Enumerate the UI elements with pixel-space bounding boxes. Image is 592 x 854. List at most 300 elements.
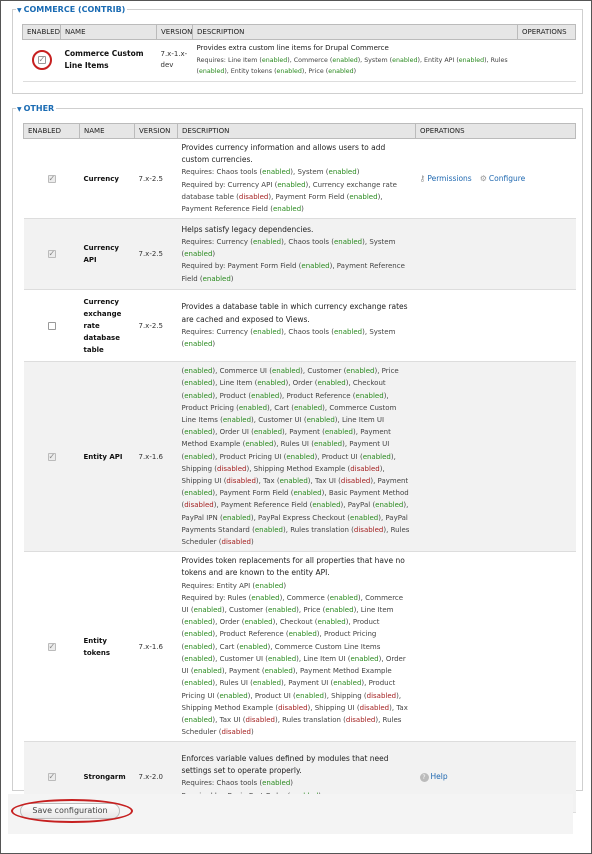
dep-status: disabled	[340, 477, 371, 486]
fieldset-commerce-contrib	[12, 5, 583, 94]
dep-paren: (	[285, 630, 289, 639]
dep-paren: )	[321, 489, 325, 498]
dep-paren: )	[285, 379, 289, 388]
enabled-cell	[24, 362, 80, 552]
dep-name: Product Pricing UI	[219, 452, 284, 461]
dep-paren: (	[325, 68, 329, 75]
dep-paren: (	[223, 477, 227, 486]
table-row	[24, 552, 576, 742]
dep-paren: )	[390, 452, 394, 461]
dep-paren: )	[292, 667, 296, 676]
dep-paren: )	[345, 618, 349, 627]
dep-paren: (	[283, 452, 287, 461]
dep-paren: (	[236, 642, 240, 651]
header-version: VERSION	[135, 124, 178, 139]
dep-paren: )	[378, 654, 382, 663]
dep-name: Product	[219, 391, 249, 400]
dep-paren: )	[212, 642, 216, 651]
dep-paren: )	[361, 679, 365, 688]
dep-label: Required by:	[181, 180, 228, 189]
dep-status: enabled	[362, 452, 391, 461]
enable-checkbox	[48, 250, 56, 258]
dep-sep: ,	[380, 192, 383, 201]
fieldset-legend-other[interactable]: ▼ OTHER	[16, 103, 56, 116]
dep-label: Required by:	[181, 262, 228, 271]
dep-paren: )	[267, 403, 270, 412]
dep-name: System	[297, 168, 326, 177]
dep-paren: )	[307, 477, 311, 486]
dep-name: Currency	[216, 237, 251, 246]
dep-status: enabled	[251, 391, 280, 400]
dep-paren: (	[236, 403, 239, 412]
dep-status: enabled	[288, 630, 317, 639]
dep-name: System	[369, 327, 396, 336]
dep-sep: ,	[377, 367, 382, 376]
dep-status: enabled	[375, 501, 404, 510]
dep-sep: ,	[250, 691, 255, 700]
dep-sep: ,	[348, 618, 353, 627]
dep-status: enabled	[219, 691, 248, 700]
dep-paren: )	[283, 581, 287, 590]
dep-status: enabled	[245, 440, 274, 449]
dep-paren: (	[265, 606, 268, 615]
dep-paren: )	[362, 327, 365, 336]
dep-status: enabled	[184, 452, 213, 461]
module-description	[193, 40, 518, 82]
dep-paren: )	[279, 593, 283, 602]
dep-paren: (	[181, 715, 185, 724]
dep-paren: (	[181, 489, 185, 498]
dep-paren: (	[274, 68, 277, 75]
dep-sep: ,	[382, 464, 385, 473]
operations-cell	[416, 552, 576, 742]
dep-paren: )	[287, 56, 290, 64]
dep-paren: (	[181, 618, 185, 627]
dep-name: Currency	[216, 327, 251, 336]
dep-name: PayPal	[347, 501, 373, 510]
module-version: 7.x-2.5	[135, 219, 178, 290]
module-version: 7.x-1.6	[135, 552, 178, 742]
dep-name: Tax UI	[219, 715, 243, 724]
dep-paren: (	[290, 489, 294, 498]
dep-name: Chaos tools	[216, 779, 260, 788]
key-icon: ⚷	[419, 173, 426, 183]
dep-name: Chaos tools	[216, 168, 260, 177]
operation-link-help[interactable]	[420, 772, 448, 781]
dep-status: disabled	[221, 538, 251, 547]
dep-sep: ,	[486, 56, 491, 64]
dep-status: enabled	[267, 606, 297, 615]
dep-name: Payment Form Field	[227, 262, 299, 271]
enable-checkbox	[48, 175, 56, 183]
dep-status: disabled	[359, 703, 390, 712]
dep-status: enabled	[222, 513, 251, 522]
enable-checkbox-commerce-custom-line-items[interactable]	[38, 56, 46, 64]
dep-paren: (	[347, 654, 351, 663]
dep-sep: ,	[249, 464, 254, 473]
dep-sep: ,	[283, 679, 289, 688]
dep-paren: )	[329, 262, 333, 271]
dep-paren: )	[281, 679, 284, 688]
dep-name: Checkout	[279, 618, 315, 627]
dep-status: enabled	[301, 262, 330, 271]
dep-sep: ,	[298, 654, 304, 663]
dep-paren: )	[370, 477, 374, 486]
dep-status: enabled	[293, 403, 323, 412]
dep-sep: ,	[282, 593, 287, 602]
dep-sep: ,	[226, 68, 231, 75]
dep-status: enabled	[286, 452, 315, 461]
module-name: Currency	[80, 139, 135, 219]
dep-paren: (	[181, 391, 185, 400]
header-version: VERSION	[157, 25, 193, 40]
module-description	[178, 552, 416, 742]
help-icon: ?	[420, 773, 429, 782]
dep-paren: (	[261, 667, 265, 676]
dep-paren: )	[322, 403, 325, 412]
operations-cell	[518, 40, 576, 82]
dep-paren: (	[291, 403, 294, 412]
dep-paren: (	[352, 391, 356, 400]
dep-sep: ,	[319, 630, 324, 639]
dep-paren: )	[212, 367, 216, 376]
dep-sep: ,	[285, 525, 291, 534]
dep-status: enabled	[328, 68, 354, 75]
module-version: 7.x-1.6	[135, 362, 178, 552]
header-operations: OPERATIONS	[518, 25, 576, 40]
dep-sep: ,	[380, 513, 386, 522]
dep-paren: )	[356, 168, 360, 177]
dep-paren: (	[242, 440, 246, 449]
dep-name: Cart	[219, 642, 237, 651]
dep-status: disabled	[353, 525, 384, 534]
dep-sep: ,	[360, 593, 366, 602]
dep-paren: )	[375, 715, 379, 724]
module-name: Entity API	[80, 362, 135, 552]
dep-sep: ,	[310, 477, 315, 486]
dep-name: Tax UI	[314, 477, 339, 486]
dep-status: enabled	[350, 654, 379, 663]
dep-paren: )	[212, 428, 216, 437]
dep-paren: (	[219, 513, 223, 522]
dep-paren: (	[250, 679, 253, 688]
dep-paren: )	[362, 237, 365, 246]
dep-paren: (	[303, 416, 307, 425]
dep-name: Customer UI	[258, 416, 304, 425]
dep-name: Rules Scheduler	[181, 715, 402, 737]
dep-sep: ,	[393, 452, 396, 461]
header-operations: OPERATIONS	[416, 124, 576, 139]
dep-status: enabled	[184, 391, 213, 400]
requires-list	[197, 55, 514, 78]
dep-paren: )	[296, 606, 299, 615]
dep-name: Tax	[263, 477, 277, 486]
dep-paren: )	[281, 327, 284, 336]
dep-status: disabled	[350, 464, 380, 473]
dep-paren: )	[316, 630, 320, 639]
module-version: 7.x-2.5	[135, 139, 178, 219]
dep-sep: ,	[293, 168, 298, 177]
dep-name: Payment	[377, 477, 409, 486]
dep-paren: (	[181, 428, 185, 437]
description-text: Enforces variable values defined by modules that need settings set to operate properly.	[181, 753, 389, 776]
description-text: Provides a database table in which currency exchange rates are cached and exposed to Views.	[181, 302, 408, 324]
dep-status: enabled	[252, 679, 282, 688]
dep-paren: (	[252, 525, 255, 534]
module-description	[178, 219, 416, 290]
dep-name: Commerce UI	[219, 367, 270, 376]
dep-status: disabled	[184, 501, 214, 510]
dep-status: enabled	[184, 339, 213, 348]
dep-name: Customer	[229, 606, 266, 615]
dep-status: disabled	[221, 728, 251, 737]
dep-name: Product Reference	[286, 391, 353, 400]
dep-paren: )	[290, 168, 293, 177]
dep-paren: )	[272, 618, 276, 627]
dep-name: Line Item	[360, 606, 394, 615]
dep-sep: ,	[276, 440, 281, 449]
dep-paren: )	[334, 416, 338, 425]
dep-paren: (	[181, 501, 185, 510]
dep-paren: )	[268, 192, 272, 201]
dep-sep: ,	[253, 416, 259, 425]
dep-sep: ,	[406, 501, 409, 510]
dep-status: enabled	[328, 168, 357, 177]
fieldset-other	[12, 104, 583, 791]
dep-paren: (	[181, 367, 185, 376]
dep-status: enabled	[184, 367, 213, 376]
requires-list	[182, 236, 412, 260]
dep-paren: (	[293, 691, 296, 700]
dep-paren: )	[301, 205, 304, 214]
dep-name: Rules translation	[290, 525, 352, 534]
dep-name: Order UI	[181, 654, 406, 676]
fieldset-legend-commerce[interactable]: ▼ COMMERCE (CONTRIB)	[16, 4, 127, 17]
dep-name: Order	[292, 379, 315, 388]
dep-sep: ,	[324, 489, 329, 498]
dep-paren: )	[250, 728, 254, 737]
dep-sep: ,	[295, 667, 300, 676]
module-name: Strongarm	[80, 742, 135, 813]
dep-paren: )	[377, 192, 381, 201]
dep-name: Entity API	[423, 56, 457, 64]
dep-name: Payment UI	[349, 440, 390, 449]
dep-name: Price	[303, 606, 323, 615]
dep-name: Chaos tools	[288, 237, 332, 246]
enable-checkbox	[48, 773, 56, 781]
dep-status: enabled	[312, 501, 341, 510]
dep-name: Payment Reference Field	[181, 262, 405, 283]
dep-paren: )	[290, 779, 293, 788]
dep-sep: ,	[378, 715, 383, 724]
dep-status: enabled	[261, 56, 288, 64]
dep-paren: (	[389, 56, 393, 64]
required-by-list	[182, 179, 412, 216]
dep-name: Product Pricing	[181, 403, 237, 412]
dep-paren: (	[216, 691, 220, 700]
dep-status: enabled	[184, 715, 213, 724]
dep-paren: (	[181, 654, 185, 663]
dep-paren: )	[353, 428, 356, 437]
enable-checkbox	[48, 643, 56, 651]
dep-paren: )	[374, 367, 378, 376]
dep-sep: ,	[271, 192, 276, 201]
dep-name: Entity tokens	[230, 68, 275, 75]
dep-paren: )	[345, 379, 349, 388]
dep-paren: (	[252, 581, 256, 590]
dep-status: disabled	[226, 477, 256, 486]
dep-name: Rules	[227, 593, 249, 602]
dep-sep: ,	[253, 513, 259, 522]
dep-status: enabled	[239, 642, 268, 651]
dep-status: disabled	[238, 192, 269, 201]
dep-name: Payment Form Field	[275, 192, 347, 201]
description-text: Helps satisfy legacy dependencies.	[181, 224, 314, 234]
dep-paren: )	[274, 715, 278, 724]
dep-paren: )	[396, 691, 399, 700]
dep-paren: (	[265, 654, 268, 663]
module-name: Commerce Custom Line Items	[61, 40, 157, 82]
dep-paren: )	[212, 379, 216, 388]
table-row	[24, 362, 576, 552]
dep-status: enabled	[392, 56, 418, 64]
dep-paren: (	[251, 428, 254, 437]
module-name: Currency API	[80, 219, 135, 290]
dep-sep: ,	[381, 654, 386, 663]
dep-paren: )	[251, 416, 254, 425]
requires-list	[182, 580, 412, 592]
collapse-triangle-icon: ▼	[17, 106, 22, 113]
dep-status: enabled	[355, 391, 384, 400]
dep-paren: )	[378, 513, 381, 522]
dep-paren: (	[190, 667, 194, 676]
modules-table-body	[24, 139, 576, 813]
dep-paren: (	[236, 192, 239, 201]
dep-sep: ,	[289, 56, 294, 64]
dep-status: enabled	[184, 642, 213, 651]
dep-status: enabled	[333, 679, 362, 688]
enabled-cell	[24, 219, 80, 290]
dep-sep: ,	[355, 428, 361, 437]
operation-label: Permissions	[427, 173, 472, 183]
dep-status: enabled	[317, 618, 346, 627]
dep-paren: )	[283, 525, 286, 534]
required-by-list	[182, 592, 412, 738]
dep-sep: ,	[215, 715, 220, 724]
dep-label: Requires:	[181, 327, 217, 336]
dep-status: enabled	[184, 630, 213, 639]
dep-sep: ,	[269, 403, 275, 412]
dep-name: Rules translation	[282, 715, 344, 724]
dep-status: enabled	[324, 428, 353, 437]
dep-name: Checkout	[352, 379, 386, 388]
dep-status: enabled	[193, 667, 222, 676]
header-name: NAME	[61, 25, 157, 40]
dep-paren: (	[181, 642, 185, 651]
dep-name: Line Item	[219, 379, 255, 388]
dep-name: Commerce UI	[181, 593, 404, 615]
requires-list	[182, 777, 412, 789]
dep-paren: )	[307, 703, 311, 712]
enable-checkbox[interactable]	[48, 322, 56, 330]
dep-name: Cart	[274, 403, 292, 412]
dep-name: Shipping Method Example	[181, 703, 276, 712]
dep-name: PayPal IPN	[181, 513, 220, 522]
dep-status: enabled	[193, 606, 222, 615]
dep-status: enabled	[255, 581, 284, 590]
dep-paren: )	[250, 538, 254, 547]
dep-sep: ,	[364, 327, 370, 336]
enabled-cell	[24, 290, 80, 362]
dep-label: Requires:	[181, 779, 217, 788]
module-description	[178, 290, 416, 362]
dep-status: enabled	[295, 691, 324, 700]
dep-paren: )	[314, 452, 318, 461]
dep-sep: ,	[302, 367, 308, 376]
dep-status: enabled	[254, 525, 283, 534]
enabled-cell	[24, 139, 80, 219]
dep-paren: )	[213, 501, 217, 510]
module-version: 7.x-1.x-dev	[157, 40, 193, 82]
dep-name: Product Pricing UI	[181, 679, 396, 700]
dep-paren: (	[343, 367, 347, 376]
dep-status: enabled	[184, 654, 213, 663]
dep-status: enabled	[333, 327, 363, 336]
dep-sep: ,	[283, 327, 289, 336]
dep-paren: )	[273, 440, 277, 449]
dep-sep: ,	[215, 379, 220, 388]
dep-paren: (	[270, 205, 273, 214]
dep-sep: ,	[215, 391, 220, 400]
dep-paren: )	[282, 428, 285, 437]
dep-paren: (	[242, 715, 246, 724]
dep-label: Requires:	[181, 168, 217, 177]
operation-link-permissions[interactable]	[420, 174, 472, 183]
table-row	[24, 139, 576, 219]
dep-name: Product UI	[321, 452, 360, 461]
dep-status: enabled	[272, 205, 302, 214]
module-name: Currency exchange rate database table	[80, 290, 135, 362]
dep-name: Line Item UI	[303, 654, 348, 663]
dep-status: disabled	[366, 691, 397, 700]
dep-sep: ,	[344, 440, 350, 449]
operation-link-configure[interactable]	[480, 174, 526, 183]
dep-paren: (	[331, 327, 334, 336]
dep-paren: )	[250, 513, 254, 522]
dep-name: Product Pricing	[323, 630, 377, 639]
enabled-cell	[23, 40, 61, 82]
save-configuration-button[interactable]: Save configuration	[20, 803, 120, 819]
dep-status: disabled	[245, 715, 275, 724]
dep-paren: )	[212, 715, 216, 724]
dep-status: disabled	[345, 715, 376, 724]
dep-status: enabled	[252, 327, 282, 336]
description-text: Provides token replacements for all properties that have no tokens and are known to the entity API.	[181, 556, 405, 578]
dep-status: disabled	[217, 464, 247, 473]
dep-paren: (	[347, 513, 351, 522]
dep-name: Shipping	[181, 464, 215, 473]
operations-cell	[416, 362, 576, 552]
dep-paren: (	[181, 679, 185, 688]
dep-status: disabled	[278, 703, 308, 712]
dep-paren: (	[314, 618, 318, 627]
dep-status: enabled	[293, 489, 322, 498]
dep-paren: )	[305, 180, 309, 189]
dep-paren: )	[221, 606, 225, 615]
dep-sep: ,	[360, 56, 365, 64]
header-enabled: ENABLED	[24, 124, 80, 139]
dep-name: Rules UI	[219, 679, 251, 688]
